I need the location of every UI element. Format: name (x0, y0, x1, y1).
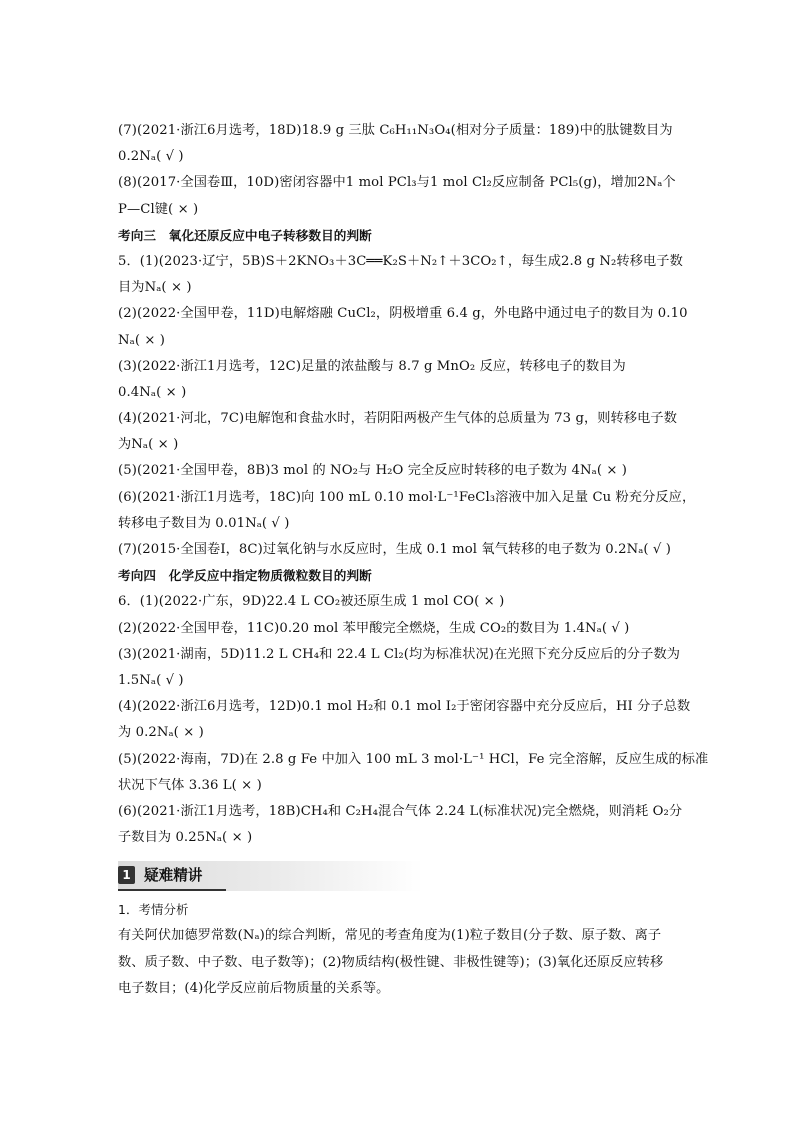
item-7-line-1: (7)(2021·浙江6月选考，18D)18.9 g 三肽 C₆H₁₁N₃O₄(相对分子质量：189)中的肽键数目为 (118, 123, 673, 138)
analysis-line-3: 电子数目；(4)化学反应前后物质量的关系等。 (118, 980, 390, 996)
q5-1-line-1: 5．(1)(2023·辽宁，5B)S＋2KNO₃＋3C══K₂S＋N₂↑＋3CO₂↑，每生成2.8 g N₂转移电子数 (118, 253, 683, 269)
q5-6-line-2: 转移电子数目为 0.01Nₐ( √ ) (118, 515, 290, 531)
q5-4-line-1: (4)(2021·河北，7C)电解饱和食盐水时，若阴阳两极产生气体的总质量为 73 g，则转移电子数 (118, 411, 677, 427)
subsection-title: 1．考情分析 (118, 902, 189, 918)
heading-kaoxiang-4: 考向四 化学反应中指定物质微粒数目的判断 (118, 568, 372, 584)
q5-2-line-2: Nₐ( × ) (118, 332, 166, 348)
q6-3-line-1: (3)(2021·湖南，5D)11.2 L CH₄和 22.4 L Cl₂(均为标准状况)在光照下充分反应后的分子数为 (118, 646, 681, 662)
analysis-line-1: 有关阿伏加德罗常数(Nₐ)的综合判断，常见的考查角度为(1)粒子数目(分子数、原子数、离子 (118, 928, 662, 944)
q6-1-line: 6．(1)(2022·广东，9D)22.4 L CO₂被还原生成 1 mol CO( × ) (118, 594, 505, 610)
q5-7-line: (7)(2015·全国卷Ⅰ，8C)过氧化钠与水反应时，生成 0.1 mol 氧气转移的电子数为 0.2Nₐ( √ ) (118, 542, 671, 557)
q6-2-line: (2)(2022·全国甲卷，11C)0.20 mol 苯甲酸完全燃烧，生成 CO₂的数目为 1.4Nₐ( √ ) (118, 620, 630, 636)
q5-2-line-1: (2)(2022·全国甲卷，11D)电解熔融 CuCl₂，阴极增重 6.4 g，外电路中通过电子的数目为 0.10 (118, 306, 688, 322)
heading-kaoxiang-3: 考向三 氧化还原反应中电子转移数目的判断 (118, 227, 372, 243)
q6-6-line-1: (6)(2021·浙江1月选考，18B)CH₄和 C₂H₄混合气体 2.24 L(标准状况)完全燃烧，则消耗 O₂分 (118, 803, 683, 819)
document-page (118, 118, 709, 1002)
q6-3-line-2: 1.5Nₐ( √ ) (118, 672, 184, 688)
q6-5-line-1: (5)(2022·海南，7D)在 2.8 g Fe 中加入 100 mL 3 mol·L⁻¹ HCl，Fe 完全溶解，反应生成的标准 (118, 751, 709, 767)
item-8-line-2: P—Cl键( × ) (118, 201, 199, 217)
section-number-badge: 1 (118, 866, 135, 884)
q6-5-line-2: 状况下气体 3.36 L( × ) (118, 777, 262, 793)
item-7-line-2: 0.2Nₐ( √ ) (118, 149, 184, 165)
q5-4-line-2: 为Nₐ( × ) (118, 437, 179, 453)
q6-6-line-2: 子数目为 0.25Nₐ( × ) (118, 830, 253, 846)
section-title: 疑难精讲 (144, 867, 203, 885)
analysis-line-2: 数、质子数、中子数、电子数等)；(2)物质结构(极性键、非极性键等)；(3)氧化还原反应转移 (118, 954, 664, 970)
section-header-yinan-jingjiang (118, 861, 423, 891)
q5-6-line-1: (6)(2021·浙江1月选考，18C)向 100 mL 0.10 mol·L⁻¹FeCl₃溶液中加入足量 Cu 粉充分反应， (118, 489, 696, 505)
q5-3-line-1: (3)(2022·浙江1月选考，12C)足量的浓盐酸与 8.7 g MnO₂ 反应，转移电子的数目为 (118, 358, 626, 374)
q6-4-line-2: 为 0.2Nₐ( × ) (118, 725, 204, 741)
q5-1-line-2: 目为Nₐ( × ) (118, 280, 192, 296)
q5-3-line-2: 0.4Nₐ( × ) (118, 384, 187, 400)
item-8-line-1: (8)(2017·全国卷Ⅲ，10D)密闭容器中1 mol PCl₃与1 mol Cl₂反应制备 PCl₅(g)，增加2Nₐ个 (118, 175, 676, 191)
q5-5-line: (5)(2021·全国甲卷，8B)3 mol 的 NO₂与 H₂O 完全反应时转移的电子数为 4Nₐ( × ) (118, 463, 628, 479)
section-underline (118, 889, 226, 891)
q6-4-line-1: (4)(2022·浙江6月选考，12D)0.1 mol H₂和 0.1 mol I₂于密闭容器中充分反应后，HI 分子总数 (118, 699, 691, 715)
